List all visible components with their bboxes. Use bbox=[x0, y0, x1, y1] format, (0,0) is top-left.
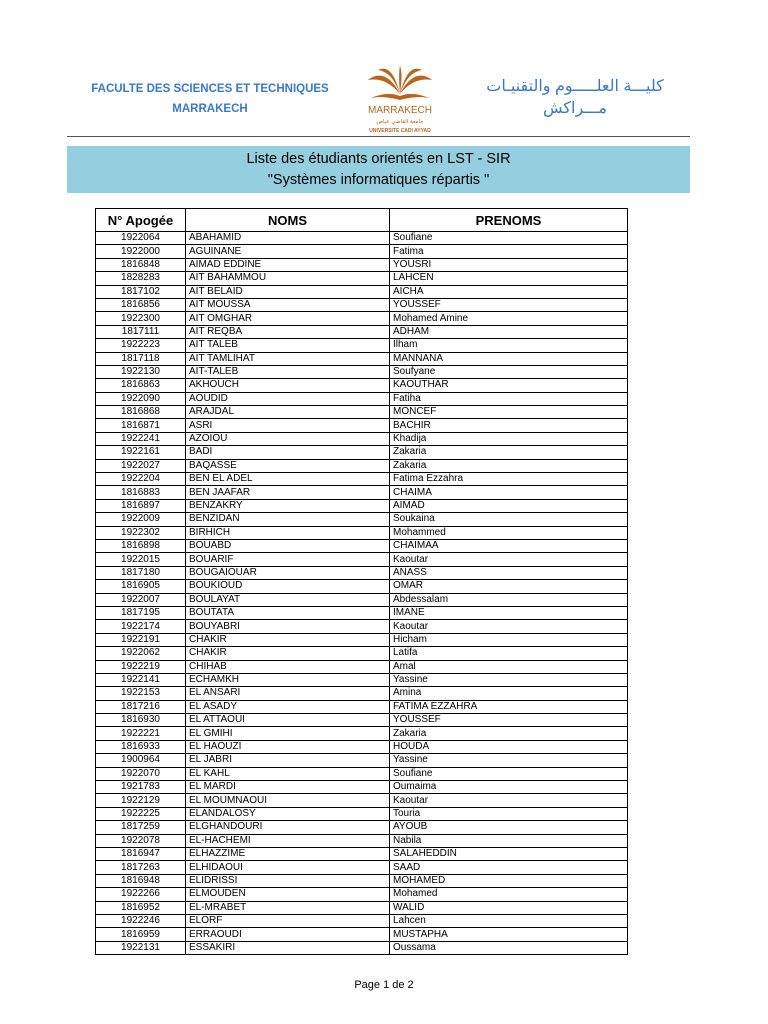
table-row bbox=[96, 687, 628, 700]
faculty-name-arabic-line2: مـــراكش bbox=[543, 100, 607, 117]
cell-nom: AIT OMGHAR bbox=[186, 312, 390, 325]
cell-nom: EL GMIHI bbox=[186, 727, 390, 740]
table-row bbox=[96, 432, 628, 445]
table-row bbox=[96, 767, 628, 780]
cell-apogee: 1922266 bbox=[96, 888, 186, 901]
cell-prenom: MUSTAPHA bbox=[390, 928, 628, 941]
table-row bbox=[96, 539, 628, 552]
table-row bbox=[96, 459, 628, 472]
cell-apogee: 1817102 bbox=[96, 285, 186, 298]
table-row bbox=[96, 312, 628, 325]
cell-nom: ELANDALOSY bbox=[186, 807, 390, 820]
cell-prenom: Fatima bbox=[390, 245, 628, 258]
cell-nom: ARAJDAL bbox=[186, 406, 390, 419]
cell-apogee: 1817216 bbox=[96, 700, 186, 713]
table-row bbox=[96, 232, 628, 245]
table-row bbox=[96, 754, 628, 767]
table-row bbox=[96, 714, 628, 727]
table-row bbox=[96, 620, 628, 633]
table-row bbox=[96, 258, 628, 271]
table-row bbox=[96, 526, 628, 539]
cell-prenom: Zakaria bbox=[390, 459, 628, 472]
table-row bbox=[96, 473, 628, 486]
cell-nom: AZOIOU bbox=[186, 432, 390, 445]
faculty-name-arabic-line1: كليـــة العلـــــوم والتقنيـات bbox=[486, 78, 664, 95]
table-row bbox=[96, 834, 628, 847]
table-row bbox=[96, 419, 628, 432]
cell-prenom: Mohamed Amine bbox=[390, 312, 628, 325]
cell-prenom: Khadija bbox=[390, 432, 628, 445]
cell-prenom: Lahcen bbox=[390, 914, 628, 927]
cell-nom: AIT BAHAMMOU bbox=[186, 272, 390, 285]
cell-nom: EL KAHL bbox=[186, 767, 390, 780]
cell-apogee: 1922219 bbox=[96, 660, 186, 673]
cell-apogee: 1816856 bbox=[96, 298, 186, 311]
cell-prenom: Fatima Ezzahra bbox=[390, 473, 628, 486]
cell-nom: ESSAKIRI bbox=[186, 941, 390, 954]
table-row bbox=[96, 245, 628, 258]
cell-apogee: 1922062 bbox=[96, 647, 186, 660]
table-row bbox=[96, 660, 628, 673]
cell-prenom: IMANE bbox=[390, 606, 628, 619]
cell-apogee: 1922090 bbox=[96, 392, 186, 405]
cell-prenom: Ilham bbox=[390, 339, 628, 352]
cell-apogee: 1922009 bbox=[96, 513, 186, 526]
cell-apogee: 1922141 bbox=[96, 673, 186, 686]
cell-prenom: HOUDA bbox=[390, 740, 628, 753]
svg-text:MARRAKECH: MARRAKECH bbox=[368, 105, 432, 116]
cell-nom: EL-HACHEMI bbox=[186, 834, 390, 847]
header-apogee: N° Apogée bbox=[96, 209, 186, 232]
cell-apogee: 1922131 bbox=[96, 941, 186, 954]
cell-nom: EL JABRI bbox=[186, 754, 390, 767]
cell-apogee: 1922174 bbox=[96, 620, 186, 633]
table-row bbox=[96, 352, 628, 365]
cell-nom: CHAKIR bbox=[186, 633, 390, 646]
cell-apogee: 1828283 bbox=[96, 272, 186, 285]
cell-prenom: OMAR bbox=[390, 580, 628, 593]
cell-nom: BAQASSE bbox=[186, 459, 390, 472]
cell-apogee: 1900964 bbox=[96, 754, 186, 767]
cell-prenom: MONCEF bbox=[390, 406, 628, 419]
cell-prenom: SALAHEDDIN bbox=[390, 847, 628, 860]
faculty-name-line1: FACULTE DES SCIENCES ET TECHNIQUES bbox=[91, 83, 329, 95]
cell-nom: BOUYABRI bbox=[186, 620, 390, 633]
cell-nom: ABAHAMID bbox=[186, 232, 390, 245]
cell-prenom: Mohamed bbox=[390, 888, 628, 901]
table-row bbox=[96, 794, 628, 807]
cell-prenom: Soufiane bbox=[390, 232, 628, 245]
cell-nom: AKHOUCH bbox=[186, 379, 390, 392]
cell-nom: BOULAYAT bbox=[186, 593, 390, 606]
cell-prenom: Yassine bbox=[390, 673, 628, 686]
table-row bbox=[96, 888, 628, 901]
table-row bbox=[96, 406, 628, 419]
table-row bbox=[96, 861, 628, 874]
cell-nom: BENZIDAN bbox=[186, 513, 390, 526]
table-row bbox=[96, 593, 628, 606]
university-logo bbox=[360, 64, 440, 136]
cell-prenom: WALID bbox=[390, 901, 628, 914]
cell-nom: BEN JAAFAR bbox=[186, 486, 390, 499]
cell-nom: EL MOUMNAOUI bbox=[186, 794, 390, 807]
cell-apogee: 1817118 bbox=[96, 352, 186, 365]
cell-prenom: Zakaria bbox=[390, 727, 628, 740]
cell-nom: EL HAOUZI bbox=[186, 740, 390, 753]
cell-nom: ELHIDAOUI bbox=[186, 861, 390, 874]
cell-apogee: 1922191 bbox=[96, 633, 186, 646]
cell-prenom: YOUSSEF bbox=[390, 298, 628, 311]
table-row bbox=[96, 901, 628, 914]
cell-nom: BIRHICH bbox=[186, 526, 390, 539]
svg-text:UNIVERSITE CADI AYYAD: UNIVERSITE CADI AYYAD bbox=[369, 128, 431, 134]
cell-apogee: 1816952 bbox=[96, 901, 186, 914]
cell-nom: BOUABD bbox=[186, 539, 390, 552]
cell-apogee: 1922070 bbox=[96, 767, 186, 780]
svg-text:جامعة القاضي عياض: جامعة القاضي عياض bbox=[376, 119, 424, 125]
table-row bbox=[96, 446, 628, 459]
cell-nom: AIT-TALEB bbox=[186, 365, 390, 378]
cell-prenom: Touria bbox=[390, 807, 628, 820]
cell-nom: ELORF bbox=[186, 914, 390, 927]
table-row bbox=[96, 874, 628, 887]
cell-apogee: 1922027 bbox=[96, 459, 186, 472]
cell-nom: CHAKIR bbox=[186, 647, 390, 660]
table-row bbox=[96, 606, 628, 619]
cell-nom: ELMOUDEN bbox=[186, 888, 390, 901]
cell-apogee: 1816848 bbox=[96, 258, 186, 271]
cell-apogee: 1817259 bbox=[96, 821, 186, 834]
cell-apogee: 1922078 bbox=[96, 834, 186, 847]
page-number: Page 1 de 2 bbox=[354, 979, 414, 991]
palm-logo-icon bbox=[360, 64, 440, 136]
cell-prenom: Kaoutar bbox=[390, 553, 628, 566]
cell-prenom: YOUSRI bbox=[390, 258, 628, 271]
table-row bbox=[96, 392, 628, 405]
cell-apogee: 1816863 bbox=[96, 379, 186, 392]
cell-nom: EL ANSARI bbox=[186, 687, 390, 700]
table-row bbox=[96, 513, 628, 526]
table-row bbox=[96, 566, 628, 579]
title-line1: Liste des étudiants orientés en LST - SIR bbox=[246, 151, 511, 167]
cell-nom: EL ASADY bbox=[186, 700, 390, 713]
cell-apogee: 1922161 bbox=[96, 446, 186, 459]
cell-prenom: Soukaina bbox=[390, 513, 628, 526]
table-row bbox=[96, 580, 628, 593]
cell-apogee: 1816947 bbox=[96, 847, 186, 860]
cell-prenom: KAOUTHAR bbox=[390, 379, 628, 392]
cell-apogee: 1922000 bbox=[96, 245, 186, 258]
cell-apogee: 1922129 bbox=[96, 794, 186, 807]
cell-apogee: 1816959 bbox=[96, 928, 186, 941]
cell-nom: BOUKIOUD bbox=[186, 580, 390, 593]
cell-nom: EL ATTAOUI bbox=[186, 714, 390, 727]
faculty-name-line2: MARRAKECH bbox=[172, 103, 248, 115]
table-row bbox=[96, 673, 628, 686]
table-row bbox=[96, 499, 628, 512]
cell-prenom: MANNANA bbox=[390, 352, 628, 365]
cell-nom: AIT MOUSSA bbox=[186, 298, 390, 311]
cell-nom: ASRI bbox=[186, 419, 390, 432]
cell-nom: AIT TAMLIHAT bbox=[186, 352, 390, 365]
cell-apogee: 1922300 bbox=[96, 312, 186, 325]
cell-apogee: 1922204 bbox=[96, 473, 186, 486]
cell-apogee: 1922221 bbox=[96, 727, 186, 740]
table-row bbox=[96, 339, 628, 352]
cell-prenom: BACHIR bbox=[390, 419, 628, 432]
table-row bbox=[96, 941, 628, 954]
cell-apogee: 1816905 bbox=[96, 580, 186, 593]
cell-nom: AIMAD EDDINE bbox=[186, 258, 390, 271]
cell-prenom: Fatiha bbox=[390, 392, 628, 405]
cell-apogee: 1816948 bbox=[96, 874, 186, 887]
cell-nom: AGUINANE bbox=[186, 245, 390, 258]
cell-nom: BEN EL ADEL bbox=[186, 473, 390, 486]
cell-apogee: 1922241 bbox=[96, 432, 186, 445]
cell-apogee: 1921783 bbox=[96, 781, 186, 794]
cell-prenom: Mohammed bbox=[390, 526, 628, 539]
cell-nom: EL MARDI bbox=[186, 781, 390, 794]
cell-prenom: AIMAD bbox=[390, 499, 628, 512]
cell-prenom: Zakaria bbox=[390, 446, 628, 459]
table-header-row bbox=[96, 209, 628, 232]
cell-prenom: YOUSSEF bbox=[390, 714, 628, 727]
table-row bbox=[96, 325, 628, 338]
cell-apogee: 1922130 bbox=[96, 365, 186, 378]
cell-apogee: 1816871 bbox=[96, 419, 186, 432]
table-body bbox=[96, 232, 628, 955]
cell-prenom: CHAIMA bbox=[390, 486, 628, 499]
table-row bbox=[96, 727, 628, 740]
cell-prenom: ADHAM bbox=[390, 325, 628, 338]
cell-apogee: 1817263 bbox=[96, 861, 186, 874]
cell-prenom: Latifa bbox=[390, 647, 628, 660]
cell-prenom: FATIMA EZZAHRA bbox=[390, 700, 628, 713]
cell-prenom: Yassine bbox=[390, 754, 628, 767]
cell-apogee: 1816898 bbox=[96, 539, 186, 552]
cell-prenom: ANASS bbox=[390, 566, 628, 579]
cell-apogee: 1922302 bbox=[96, 526, 186, 539]
cell-prenom: Oussama bbox=[390, 941, 628, 954]
cell-prenom: SAAD bbox=[390, 861, 628, 874]
header-divider bbox=[67, 136, 690, 137]
cell-prenom: Soufiane bbox=[390, 767, 628, 780]
cell-apogee: 1817195 bbox=[96, 606, 186, 619]
cell-prenom: Soufyane bbox=[390, 365, 628, 378]
table-row bbox=[96, 298, 628, 311]
cell-apogee: 1922223 bbox=[96, 339, 186, 352]
cell-apogee: 1922064 bbox=[96, 232, 186, 245]
cell-nom: BOUTATA bbox=[186, 606, 390, 619]
cell-apogee: 1816883 bbox=[96, 486, 186, 499]
table-row bbox=[96, 847, 628, 860]
cell-apogee: 1922015 bbox=[96, 553, 186, 566]
students-table bbox=[95, 208, 628, 955]
cell-prenom: Nabila bbox=[390, 834, 628, 847]
cell-nom: AIT TALEB bbox=[186, 339, 390, 352]
cell-prenom: MOHAMED bbox=[390, 874, 628, 887]
document-title bbox=[67, 146, 690, 193]
table-row bbox=[96, 272, 628, 285]
cell-prenom: AICHA bbox=[390, 285, 628, 298]
table-row bbox=[96, 647, 628, 660]
cell-apogee: 1816933 bbox=[96, 740, 186, 753]
cell-apogee: 1816868 bbox=[96, 406, 186, 419]
cell-apogee: 1817111 bbox=[96, 325, 186, 338]
faculty-name bbox=[60, 79, 360, 119]
cell-prenom: LAHCEN bbox=[390, 272, 628, 285]
cell-nom: BADI bbox=[186, 446, 390, 459]
cell-apogee: 1922007 bbox=[96, 593, 186, 606]
cell-prenom: Amal bbox=[390, 660, 628, 673]
cell-nom: ELIDRISSI bbox=[186, 874, 390, 887]
cell-nom: AIT REQBA bbox=[186, 325, 390, 338]
title-line2: "Systèmes informatiques répartis " bbox=[267, 172, 490, 188]
cell-prenom: Kaoutar bbox=[390, 794, 628, 807]
table-row bbox=[96, 486, 628, 499]
header-noms: NOMS bbox=[186, 209, 390, 232]
table-row bbox=[96, 740, 628, 753]
table-row bbox=[96, 928, 628, 941]
cell-nom: BENZAKRY bbox=[186, 499, 390, 512]
cell-nom: BOUGAIOUAR bbox=[186, 566, 390, 579]
cell-prenom: Hicham bbox=[390, 633, 628, 646]
faculty-name-arabic bbox=[455, 76, 695, 120]
table-row bbox=[96, 821, 628, 834]
table-row bbox=[96, 365, 628, 378]
header-prenoms: PRENOMS bbox=[390, 209, 628, 232]
cell-prenom: Kaoutar bbox=[390, 620, 628, 633]
cell-nom: AOUDID bbox=[186, 392, 390, 405]
cell-apogee: 1817180 bbox=[96, 566, 186, 579]
table-row bbox=[96, 781, 628, 794]
cell-nom: ERRAOUDI bbox=[186, 928, 390, 941]
cell-nom: BOUARIF bbox=[186, 553, 390, 566]
cell-prenom: Amina bbox=[390, 687, 628, 700]
cell-prenom: AYOUB bbox=[390, 821, 628, 834]
cell-prenom: Abdessalam bbox=[390, 593, 628, 606]
table-row bbox=[96, 285, 628, 298]
cell-apogee: 1922225 bbox=[96, 807, 186, 820]
table-row bbox=[96, 379, 628, 392]
cell-apogee: 1922246 bbox=[96, 914, 186, 927]
cell-nom: ELGHANDOURI bbox=[186, 821, 390, 834]
cell-prenom: CHAIMAA bbox=[390, 539, 628, 552]
cell-prenom: Oumaima bbox=[390, 781, 628, 794]
cell-nom: EL-MRABET bbox=[186, 901, 390, 914]
cell-nom: ECHAMKH bbox=[186, 673, 390, 686]
table-row bbox=[96, 807, 628, 820]
cell-apogee: 1816930 bbox=[96, 714, 186, 727]
table-row bbox=[96, 914, 628, 927]
table-row bbox=[96, 700, 628, 713]
table-row bbox=[96, 553, 628, 566]
cell-nom: AIT BELAID bbox=[186, 285, 390, 298]
cell-nom: CHIHAB bbox=[186, 660, 390, 673]
table-row bbox=[96, 633, 628, 646]
cell-apogee: 1816897 bbox=[96, 499, 186, 512]
cell-apogee: 1922153 bbox=[96, 687, 186, 700]
cell-nom: ELHAZZIME bbox=[186, 847, 390, 860]
